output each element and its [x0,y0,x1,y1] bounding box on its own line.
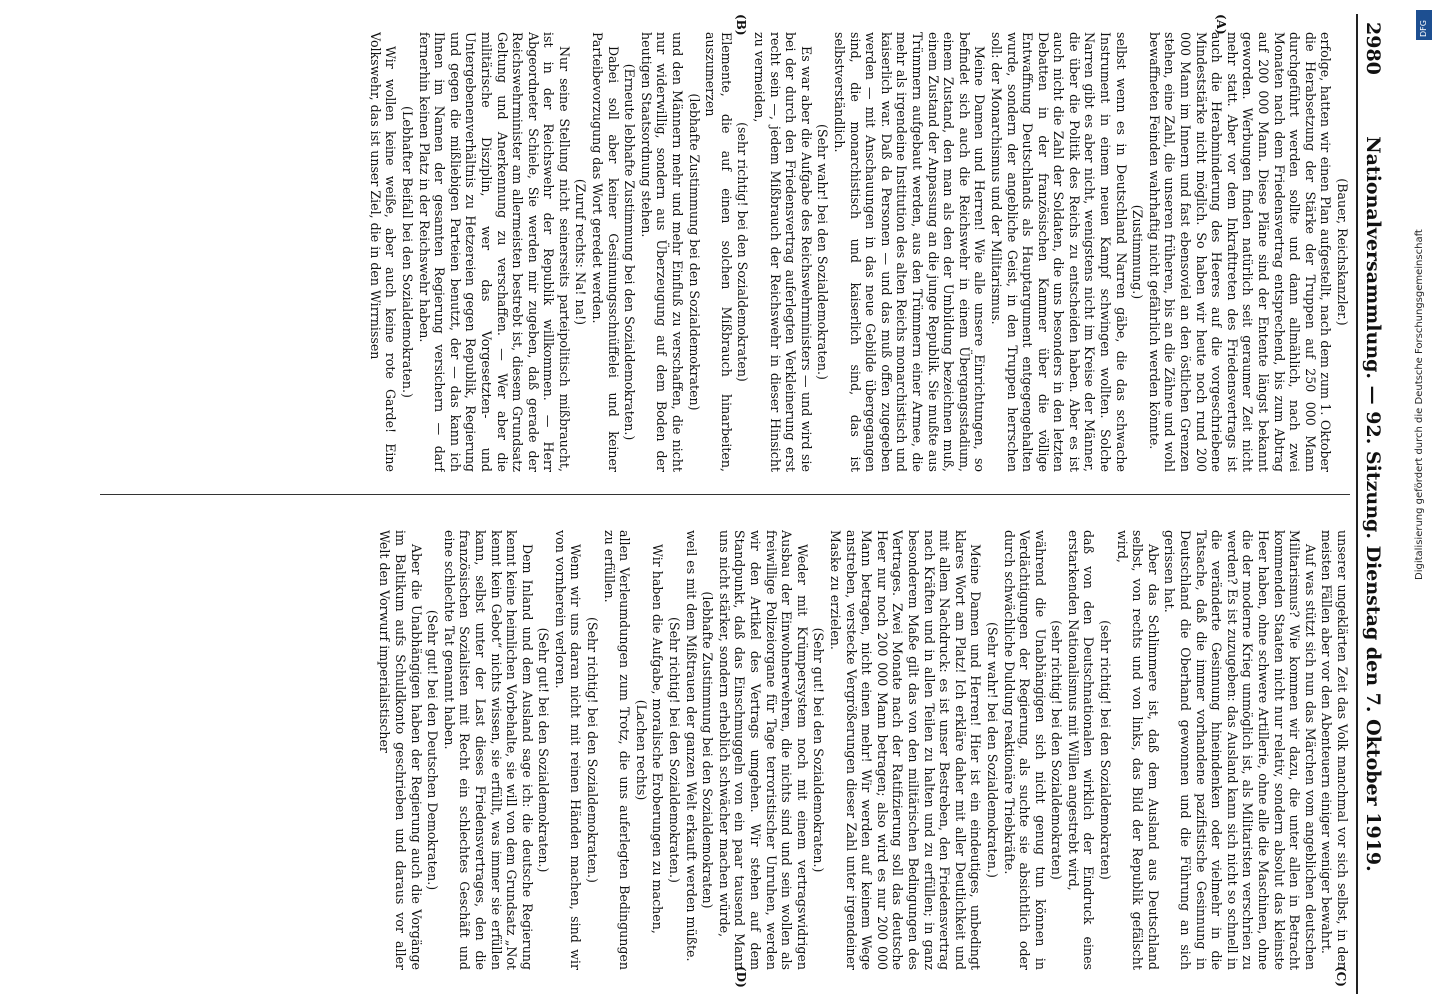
paragraph: Wenn wir uns daran nicht mit reinen Händen machen, sind wir von vornherein verloren. [552,530,584,970]
interjection: (Zuruf rechts: Na! na!) [573,178,589,326]
interjection: (Sehr richtig! bei den Sozialdemokraten.) [667,617,683,883]
paragraph: Wir wollen keine weiße, aber auch keine rote Garde! Eine Volkswehr, das ist unser Ziel, die in den Wirrnissen [367,32,399,472]
funding-note-text: Digitalisierung gefördert durch die Deutsche Forschungsgemeinschaft [1414,229,1425,580]
interjection: (Sehr wahr! bei den Sozialdemokraten.) [984,622,1000,878]
paragraph: Dem Inland und dem Ausland sage ich: die deutsche Regierung kennt keine heimlichen Vorbehalte, sie will von dem Grundsatz „Not kennt kein Gebot“ nichts wissen, sie erfüllt, was immer sie erfüllen kann, selbst unter der Last dieses Friedensvertrages, den die französischen Sozialisten mit Recht ein schlechtes Geschäft und eine schlechte Tat genannt haben. [441,530,535,970]
document-page [58,14,1388,994]
paragraph: Aber die Unabhängigen haben der Regierung auch die Vorgänge im Baltikum aufs Schuldkonto geschrieben und daraus vor aller Welt den Vorwurf imperialistischer [377,530,424,970]
interjection: (Sehr gut! bei den Sozialdemokraten.) [811,627,827,873]
header-rule [1356,14,1358,994]
paragraph: Auf was stützt sich nun das Märchen vom angeblichen deutschen Militarismus? Wie kommen wir dazu, die unter allen in Betracht kommenden Staaten nicht nur relativ, sondern absolut das kleinste Heer haben, ohne schwere Artillerie, ohne alle die Maschinen, ohne die der moderne Krieg unmöglich ist, als Militaristen verschrien zu werden? Es ist zuzugeben: das Ausland kann sich nicht so schnell in die veränderte Gesinnung hineindenken oder vielmehr in die Tatsache, daß die immer vorhandene pazifistische Gesinnung in Deutschland die Oberhand gewonnen und die Führung an sich gerissen hat. [1162,530,1318,970]
margin-mark-c: (C) [1334,966,1348,987]
margin-mark-d: (D) [734,966,748,988]
paragraph: Es war aber die Aufgabe des Reichswehrministers — und wird sie bei der durch den Friedensvertrag auferlegten Verkleinerung erst recht sein —, jedem Mißbrauch der Reichswehr in dieser Hinsicht zu vermeiden, [752,32,814,472]
paragraph: erfolge, hatten wir einen Plan aufgestellt, nach dem zum 1. Oktober die Herabsetzung der Stärke der Truppen auf 250 000 Mann durchgeführt werden sollte und dann allmählich, nach zwei Monaten nach dem Friedensvertrag entsprechend, bis zum Abtrag auf 200 000 Mann. Diese Pläne sind der Entente längst bekannt geworden. Werbungen finden natürlich seit geraumer Zeit nicht mehr statt. Aber vor dem Inkrafttreten des Friedensvertrags ist auch die Herabminderung des Heeres auf die vorgeschriebene Mindeststärke nicht möglich. So haben wir heute noch rund 200 000 Mann im Innern und fast ebensoviel an den östlichen Grenzen stehen, eine Zahl, die unseren früheren, bis an die Zähne und wohl bewaffneten Feinden wahrhaftig nicht gefährlich werden könnte. [1146,32,1334,472]
paragraph: und den Männern mehr und mehr Einfluß zu verschaffen, die nicht nur widerwillig, sondern aus Überzeugung auf dem Boden der heutigen Staatsordnung stehen. [638,32,686,472]
interjection: (Zustimmung.) [1130,204,1146,300]
paragraph: weil es mit dem Mißtrauen der ganzen Welt erkauft werden müßte. [683,530,699,962]
interjection: (Bauer, Reichskanzler.) [1335,178,1350,326]
left-column [100,32,1350,472]
interjection: (Lachen rechts) [633,699,649,801]
interjection: (Sehr gut! bei den Sozialdemokraten.) [536,627,552,873]
dfg-logo: DFG [1416,10,1432,40]
paragraph: während die Unabhängigen sich nicht genug tun können in Verdächtigungen der Regierung, als suchte sie absichtlich oder durch schwächliche Duldung reaktionäre Triebkräfte. [1001,530,1048,970]
interjection: (sehr richtig! bei den Sozialdemokraten) [735,122,751,382]
interjection: (lebhafte Zustimmung bei den Sozialdemokraten) [686,93,702,411]
column-divider [100,494,1350,495]
funding-note [1412,10,1434,990]
paragraph: Wir haben die Aufgabe, moralische Eroberungen zu machen, [650,544,666,934]
interjection: (Sehr richtig! bei den Sozialdemokraten.) [585,617,601,883]
right-column [100,530,1350,970]
interjection: (Sehr gut! bei den Deutschen Demokraten.) [425,609,441,891]
paragraph: daß von den Deutschnationalen wirklich der Eindruck eines erstarkenden Nationalismus mit Willen angestrebt wird, [1065,530,1097,970]
page-number: 2980 [1362,22,1384,75]
page-header [1356,14,1388,994]
paragraph: Weder mit Krümpersystem noch mit einem vertragswidrigen Ausbau der Einwohnerwehren, die nichts sind und sein wollen als freiwillige Polizeiorgane für Tage terroristischer Unruhen, werden wir den Artikel des Vertrags umgehen. Wir stehen auf dem Standpunkt, daß das Einschmuggeln von ein paar tausend Mann uns nicht stärker, sondern erheblich schwächer machen würde, [716,530,810,970]
interjection: (Lebhafter Beifall bei den Sozialdemokraten.) [399,106,415,398]
paragraph: Dabei soll aber keiner Gesinnungsschnüffelei und keiner Parteibevorzugung das Wort geredet werden. [590,32,621,472]
paragraph: Aber das Schlimmere ist, daß dem Ausland aus Deutschland selbst, von rechts und von links, das Bild der Republik gefälscht wird, [1114,530,1161,970]
paragraph: selbst wenn es in Deutschland Narren gäbe, die das schwache Instrument in einem neuen Kampf schwingen wollten. Solche Narren gibt es aber nicht, wenigstens nicht im Kreise der Männer, die über die Politik des Reichs zu entscheiden haben. Aber es ist auch nicht die Zahl der Soldaten, die uns besonders in den letzten Debatten in der französischen Kammer über die völlige Entwaffnung Deutschlands als Hauptargument entgegengehalten wurde, sondern der angebliche Geist, in den Truppen herrschen soll: der Monarchismus und der Militarismus. [988,32,1129,472]
interjection: (lebhafte Zustimmung bei den Sozialdemokraten) [700,591,716,909]
interjection: (Sehr wahr! bei den Sozialdemokraten.) [815,124,831,380]
interjection: (sehr richtig! bei den Sozialdemokraten) [1049,620,1065,880]
paragraph: Meine Damen und Herren! Wie alle unsere Einrichtungen, so befindet sich auch die Reichswehr in einem Übergangsstadium, einem Zustand, den man als den der Umbildung bezeichnen muß, einem Zustand der Anpassung an die junge Republik. Sie mußte aus Trümmern aufgebaut werden, aus den Trümmern einer Armee, die mehr als irgendeine Institution des alten Reichs monarchistisch und kaiserlich war. Daß da Personen — und das muß offen zugegeben werden — mit Anschauungen in das neue Gebilde übergegangen sind, die monarchistisch und kaiserlich sind, das ist selbstverständlich. [832,32,988,472]
paragraph: unserer ungeklärten Zeit das Volk manchmal vor sich selbst, in den meisten Fällen aber vor den Abenteuern einiger weniger bewahrt. [1319,530,1350,970]
paragraph: allen Verleumdungen zum Trotz, die uns auferlegten Bedingungen zu erfüllen. [601,530,633,970]
paragraph: Nur seine Stellung nicht seinerseits parteipolitisch mißbraucht, ist in der Reichswehr der Republik willkommen. — Herr Abgeordneter Schiele, Sie werden mir zugeben, daß gerade der Reichswehrminister am allermeisten bestrebt ist, diesem Grundsatz Geltung und Anerkennung zu verschaffen. — Wer aber die militärische Disziplin, wer das Vorgesetzten- und Untergebenenverhältnis zu Hetzereien gegen Republik, Regierung und gegen die mißliebigen Parteien benutzt, der — das kann ich Ihnen im Namen der gesamten Regierung versichern — darf fernerhin keinen Platz in der Reichswehr haben. [416,32,572,472]
page-title: Nationalversammlung. — 92. Sitzung. Dienstag den 7. Oktober 1919. [1362,136,1384,872]
paragraph: Elemente, die auf einen solchen Mißbrauch hinarbeiten, auszumerzen [703,32,734,472]
margin-mark-a: (A) [1214,14,1228,35]
interjection: (Erneute lebhafte Zustimmung bei den Sozialdemokraten.) [622,63,638,441]
margin-mark-b: (B) [734,14,748,36]
paragraph: Meine Damen und Herren! Hier ist ein eindeutiges, unbedingt klares Wort am Platz! Ich erkläre daher mit aller Deutlichkeit und mit allem Nachdruck: es ist unser Bestreben, den Friedensvertrag nach Kräften und in allen Teilen zu halten und zu erfüllen; in ganz besonderem Maße gilt das von den militärischen Bedingungen des Vertrages. Zwei Monate nach der Ratifizierung soll das deutsche Heer nur noch 200 000 Mann betragen; also wird es nur 200 000 Mann betragen, nicht einen mehr! Wir werden auf keinem Wege anstreben, verstecke Vergrößerungen dieser Zahl unter irgendeiner Maske zu erzielen. [828,530,984,970]
interjection: (sehr richtig! bei den Sozialdemokraten) [1098,620,1114,880]
